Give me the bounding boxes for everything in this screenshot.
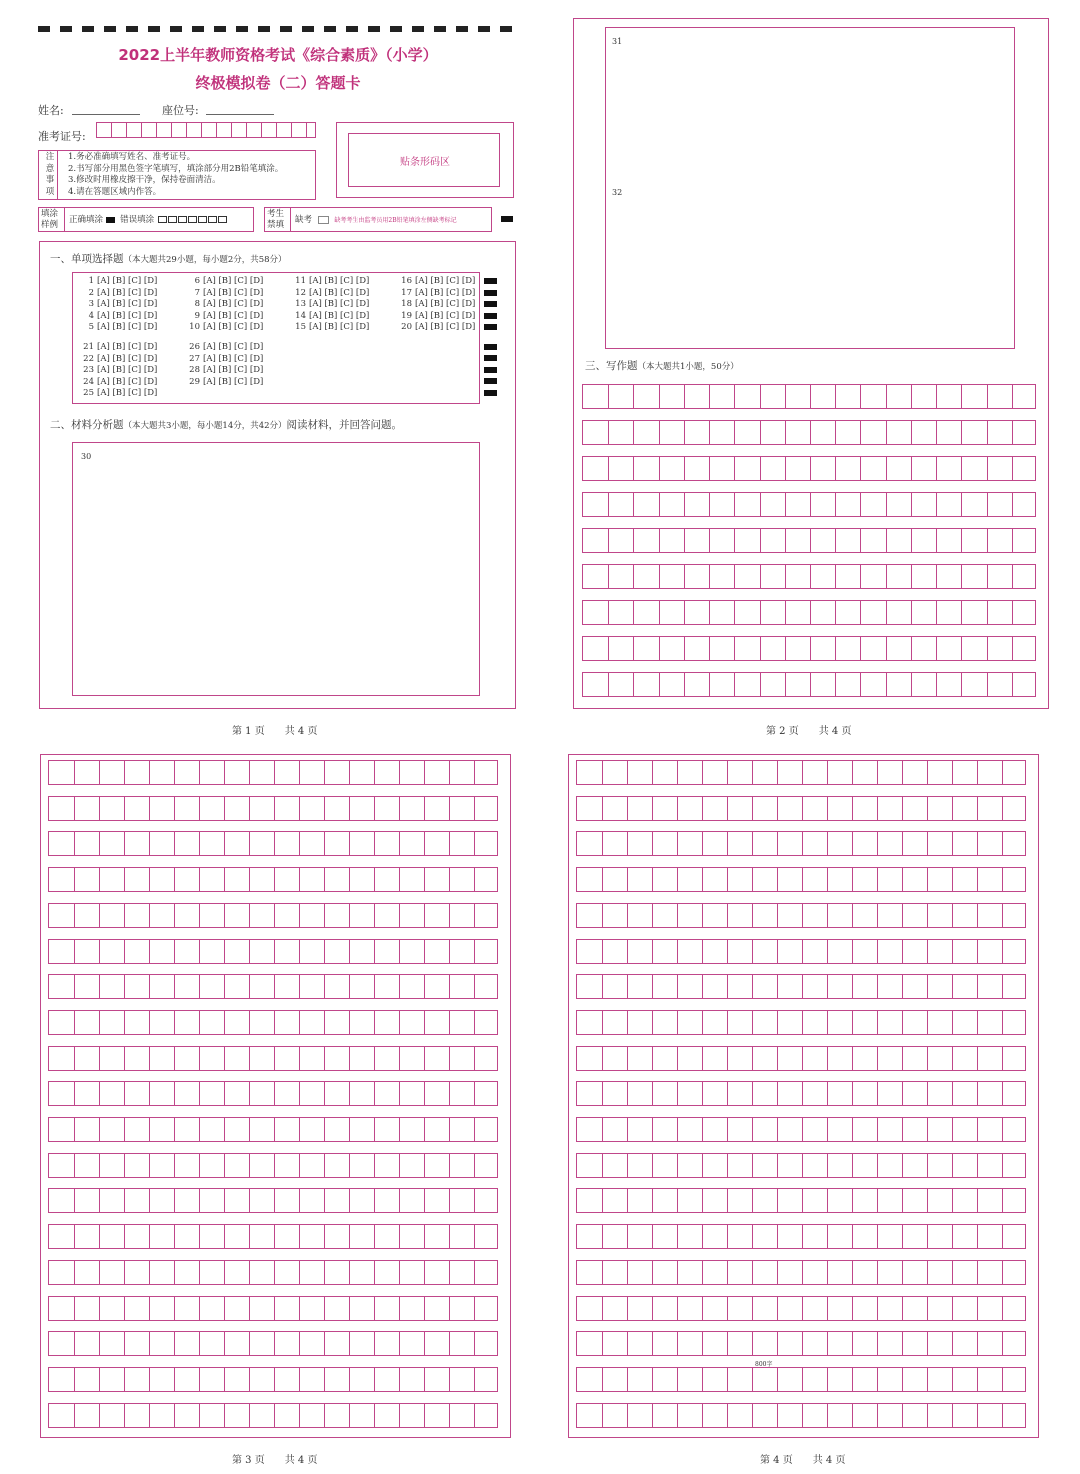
- grid-row[interactable]: [582, 492, 1036, 517]
- footer-page3: 第 3 页 共 4 页: [232, 1455, 318, 1466]
- mcq-item[interactable]: 23 [A] [B] [C] [D]: [83, 365, 158, 376]
- fill-example-box: [38, 207, 254, 232]
- absent-box: [264, 207, 492, 232]
- mcq-item[interactable]: 29 [A] [B] [C] [D]: [189, 376, 264, 387]
- mcq-options: [A] [B] [C] [D]: [97, 310, 158, 321]
- grid-row[interactable]: [48, 1081, 498, 1106]
- mcq-item[interactable]: 26 [A] [B] [C] [D]: [189, 342, 264, 352]
- mcq-options: [A] [B] [C] [D]: [97, 276, 158, 286]
- grid-row[interactable]: [576, 1188, 1026, 1213]
- mcq-options: [A] [B] [C] [D]: [309, 310, 370, 321]
- mcq-item[interactable]: 22 [A] [B] [C] [D]: [83, 353, 158, 364]
- grid-row[interactable]: [48, 1046, 498, 1071]
- mcq-options: [A] [B] [C] [D]: [203, 299, 264, 310]
- grid-row[interactable]: [576, 796, 1026, 821]
- barcode-area: [336, 122, 514, 198]
- mcq-item[interactable]: 27 [A] [B] [C] [D]: [189, 353, 264, 364]
- cut-line: [38, 26, 514, 32]
- grid-row[interactable]: [582, 564, 1036, 589]
- grid-row[interactable]: [48, 939, 498, 964]
- timing-mark: [484, 324, 497, 330]
- mcq-options: [A] [B] [C] [D]: [415, 322, 476, 333]
- grid-row[interactable]: [582, 420, 1036, 445]
- grid-row[interactable]: [48, 1153, 498, 1178]
- timing-mark: [484, 367, 497, 373]
- section1-title: 一、单项选择题（本大题共29小题，每小题2分，共58分）: [50, 253, 287, 265]
- notice-text: 1.务必准确填写姓名、准考证号。 2.书写部分用黑色签字笔填写，填涂部分用2B铅笔填涂。 3.修改时用橡皮擦干净，保持卷面清洁。 4.请在答题区域内作答。: [68, 152, 284, 197]
- grid-row[interactable]: [48, 1331, 498, 1356]
- q32-label: 32: [612, 188, 623, 197]
- timing-mark: [484, 313, 497, 319]
- mcq-item[interactable]: 4 [A] [B] [C] [D]: [88, 310, 158, 321]
- grid-row[interactable]: [576, 1153, 1026, 1178]
- notice-box: [38, 150, 316, 200]
- grid-row[interactable]: [48, 1188, 498, 1213]
- grid-row[interactable]: [582, 528, 1036, 553]
- grid-row[interactable]: [48, 1367, 498, 1392]
- mcq-options: [A] [B] [C] [D]: [415, 276, 476, 286]
- grid-row[interactable]: [582, 636, 1036, 661]
- mcq-item[interactable]: 11 [A] [B] [C] [D]: [295, 276, 370, 286]
- mcq-options: [A] [B] [C] [D]: [203, 322, 264, 333]
- absent-checkbox[interactable]: [318, 216, 329, 224]
- grid-row[interactable]: [582, 600, 1036, 625]
- mcq-item[interactable]: 17 [A] [B] [C] [D]: [401, 287, 476, 298]
- grid-row[interactable]: [576, 939, 1026, 964]
- fill-example-content: 正确填涂 错误填涂: [69, 215, 227, 227]
- mcq-options: [A] [B] [C] [D]: [97, 299, 158, 310]
- mcq-item[interactable]: 18 [A] [B] [C] [D]: [401, 299, 476, 310]
- mcq-item[interactable]: 16 [A] [B] [C] [D]: [401, 276, 476, 286]
- timing-mark: [484, 390, 497, 396]
- grid-row[interactable]: [576, 903, 1026, 928]
- page-title: 2022上半年教师资格考试《综合素质》（小学）: [118, 46, 438, 64]
- q31-label: 31: [612, 37, 623, 46]
- timing-mark: [484, 344, 497, 350]
- notice-label: 注 意 事 项: [45, 152, 55, 197]
- correct-fill-icon: [106, 217, 115, 223]
- grid-row[interactable]: [576, 1331, 1026, 1356]
- mcq-options: [A] [B] [C] [D]: [97, 322, 158, 333]
- timing-mark: [484, 301, 497, 307]
- exam-id-label: 准考证号:: [38, 130, 86, 143]
- mcq-item[interactable]: 10 [A] [B] [C] [D]: [189, 322, 264, 333]
- mcq-options: [A] [B] [C] [D]: [97, 388, 158, 399]
- exam-id-boxes[interactable]: [96, 122, 316, 138]
- mcq-item[interactable]: 25 [A] [B] [C] [D]: [83, 388, 158, 399]
- mcq-options: [A] [B] [C] [D]: [97, 353, 158, 364]
- grid-row[interactable]: [582, 672, 1036, 697]
- grid-row[interactable]: [576, 1403, 1026, 1428]
- mcq-item[interactable]: 24 [A] [B] [C] [D]: [83, 376, 158, 387]
- name-label: 姓名:: [38, 104, 64, 117]
- mcq-item[interactable]: 8 [A] [B] [C] [D]: [194, 299, 264, 310]
- mcq-item[interactable]: 14 [A] [B] [C] [D]: [295, 310, 370, 321]
- q30-answer-box[interactable]: [72, 442, 480, 696]
- grid-row[interactable]: [48, 1117, 498, 1142]
- mcq-options: [A] [B] [C] [D]: [203, 287, 264, 298]
- mcq-item[interactable]: 1 [A] [B] [C] [D]: [88, 276, 158, 286]
- mcq-item[interactable]: 6 [A] [B] [C] [D]: [194, 276, 264, 286]
- grid-row[interactable]: [48, 867, 498, 892]
- grid-row[interactable]: [576, 1296, 1026, 1321]
- mcq-item[interactable]: 20 [A] [B] [C] [D]: [401, 322, 476, 333]
- grid-row[interactable]: [576, 831, 1026, 856]
- footer-page4: 第 4 页 共 4 页: [760, 1455, 846, 1466]
- mcq-options: [A] [B] [C] [D]: [203, 310, 264, 321]
- q30-label: 30: [81, 452, 92, 461]
- mcq-options: [A] [B] [C] [D]: [97, 287, 158, 298]
- mcq-options: [A] [B] [C] [D]: [97, 376, 158, 387]
- mcq-options: [A] [B] [C] [D]: [309, 299, 370, 310]
- mcq-item[interactable]: 13 [A] [B] [C] [D]: [295, 299, 370, 310]
- mcq-options: [A] [B] [C] [D]: [97, 365, 158, 376]
- grid-row[interactable]: [576, 1046, 1026, 1071]
- grid-row[interactable]: [48, 1260, 498, 1285]
- timing-mark: [501, 216, 513, 222]
- mcq-item[interactable]: 5 [A] [B] [C] [D]: [88, 322, 158, 333]
- mcq-item[interactable]: 21 [A] [B] [C] [D]: [83, 342, 158, 352]
- mcq-item[interactable]: 3 [A] [B] [C] [D]: [88, 299, 158, 310]
- mcq-item[interactable]: 15 [A] [B] [C] [D]: [295, 322, 370, 333]
- mcq-options: [A] [B] [C] [D]: [415, 310, 476, 321]
- name-field[interactable]: [72, 102, 140, 115]
- mcq-options: [A] [B] [C] [D]: [97, 342, 158, 352]
- grid-row[interactable]: [576, 1010, 1026, 1035]
- grid-row[interactable]: [576, 1117, 1026, 1142]
- mcq-options: [A] [B] [C] [D]: [203, 342, 264, 352]
- grid-row[interactable]: [576, 867, 1026, 892]
- seat-label: 座位号:: [162, 104, 199, 117]
- mcq-item[interactable]: 9 [A] [B] [C] [D]: [194, 310, 264, 321]
- mcq-options: [A] [B] [C] [D]: [309, 276, 370, 286]
- grid-row[interactable]: [48, 1296, 498, 1321]
- fill-example-label: 填涂样例: [41, 209, 59, 230]
- grid-row[interactable]: [48, 1403, 498, 1428]
- grid-row[interactable]: [48, 796, 498, 821]
- mcq-item[interactable]: 7 [A] [B] [C] [D]: [194, 287, 264, 298]
- mcq-options: [A] [B] [C] [D]: [203, 365, 264, 376]
- footer-page2: 第 2 页 共 4 页: [766, 726, 852, 737]
- mcq-item[interactable]: 2 [A] [B] [C] [D]: [88, 287, 158, 298]
- wrong-fill-icons: [157, 215, 227, 225]
- seat-field[interactable]: [206, 102, 274, 115]
- mcq-options: [A] [B] [C] [D]: [309, 322, 370, 333]
- grid-row[interactable]: [48, 1224, 498, 1249]
- mcq-options: [A] [B] [C] [D]: [309, 287, 370, 298]
- mcq-options: [A] [B] [C] [D]: [415, 299, 476, 310]
- mcq-item[interactable]: 12 [A] [B] [C] [D]: [295, 287, 370, 298]
- grid-row[interactable]: [576, 760, 1026, 785]
- grid-row[interactable]: [576, 1224, 1026, 1249]
- word-count-marker: 800字: [755, 1361, 773, 1368]
- page-subtitle: 终极模拟卷（二）答题卡: [195, 74, 361, 92]
- grid-row[interactable]: [576, 1260, 1026, 1285]
- grid-row[interactable]: [48, 903, 498, 928]
- timing-mark: [484, 355, 497, 361]
- section2-title: 二、材料分析题（本大题共3小题，每小题14分，共42分）阅读材料，并回答问题。: [50, 419, 403, 431]
- mcq-item[interactable]: 28 [A] [B] [C] [D]: [189, 365, 264, 376]
- absent-note: 缺考考生由监考员用2B铅笔填涂左侧缺考标记: [334, 217, 457, 224]
- grid-row[interactable]: [582, 384, 1036, 409]
- barcode-label: 贴条形码区: [400, 157, 450, 168]
- section3-title: 三、写作题（本大题共1小题，50分）: [585, 360, 739, 372]
- timing-mark: [484, 278, 497, 284]
- grid-row[interactable]: [576, 974, 1026, 999]
- mcq-item[interactable]: 19 [A] [B] [C] [D]: [401, 310, 476, 321]
- grid-row[interactable]: [576, 1367, 1026, 1392]
- mcq-options: [A] [B] [C] [D]: [203, 276, 264, 286]
- timing-mark: [484, 378, 497, 384]
- grid-row[interactable]: [48, 831, 498, 856]
- q31-32-answer-box[interactable]: [605, 27, 1015, 349]
- grid-row[interactable]: [48, 1010, 498, 1035]
- mcq-options: [A] [B] [C] [D]: [203, 376, 264, 387]
- absent-text: 缺考: [295, 215, 313, 225]
- footer-page1: 第 1 页 共 4 页: [232, 726, 318, 737]
- absent-label: 考生禁填: [267, 209, 285, 230]
- grid-row[interactable]: [576, 1081, 1026, 1106]
- mcq-options: [A] [B] [C] [D]: [415, 287, 476, 298]
- grid-row[interactable]: [48, 974, 498, 999]
- grid-row[interactable]: [582, 456, 1036, 481]
- mcq-options: [A] [B] [C] [D]: [203, 353, 264, 364]
- grid-row[interactable]: [48, 760, 498, 785]
- timing-mark: [484, 290, 497, 296]
